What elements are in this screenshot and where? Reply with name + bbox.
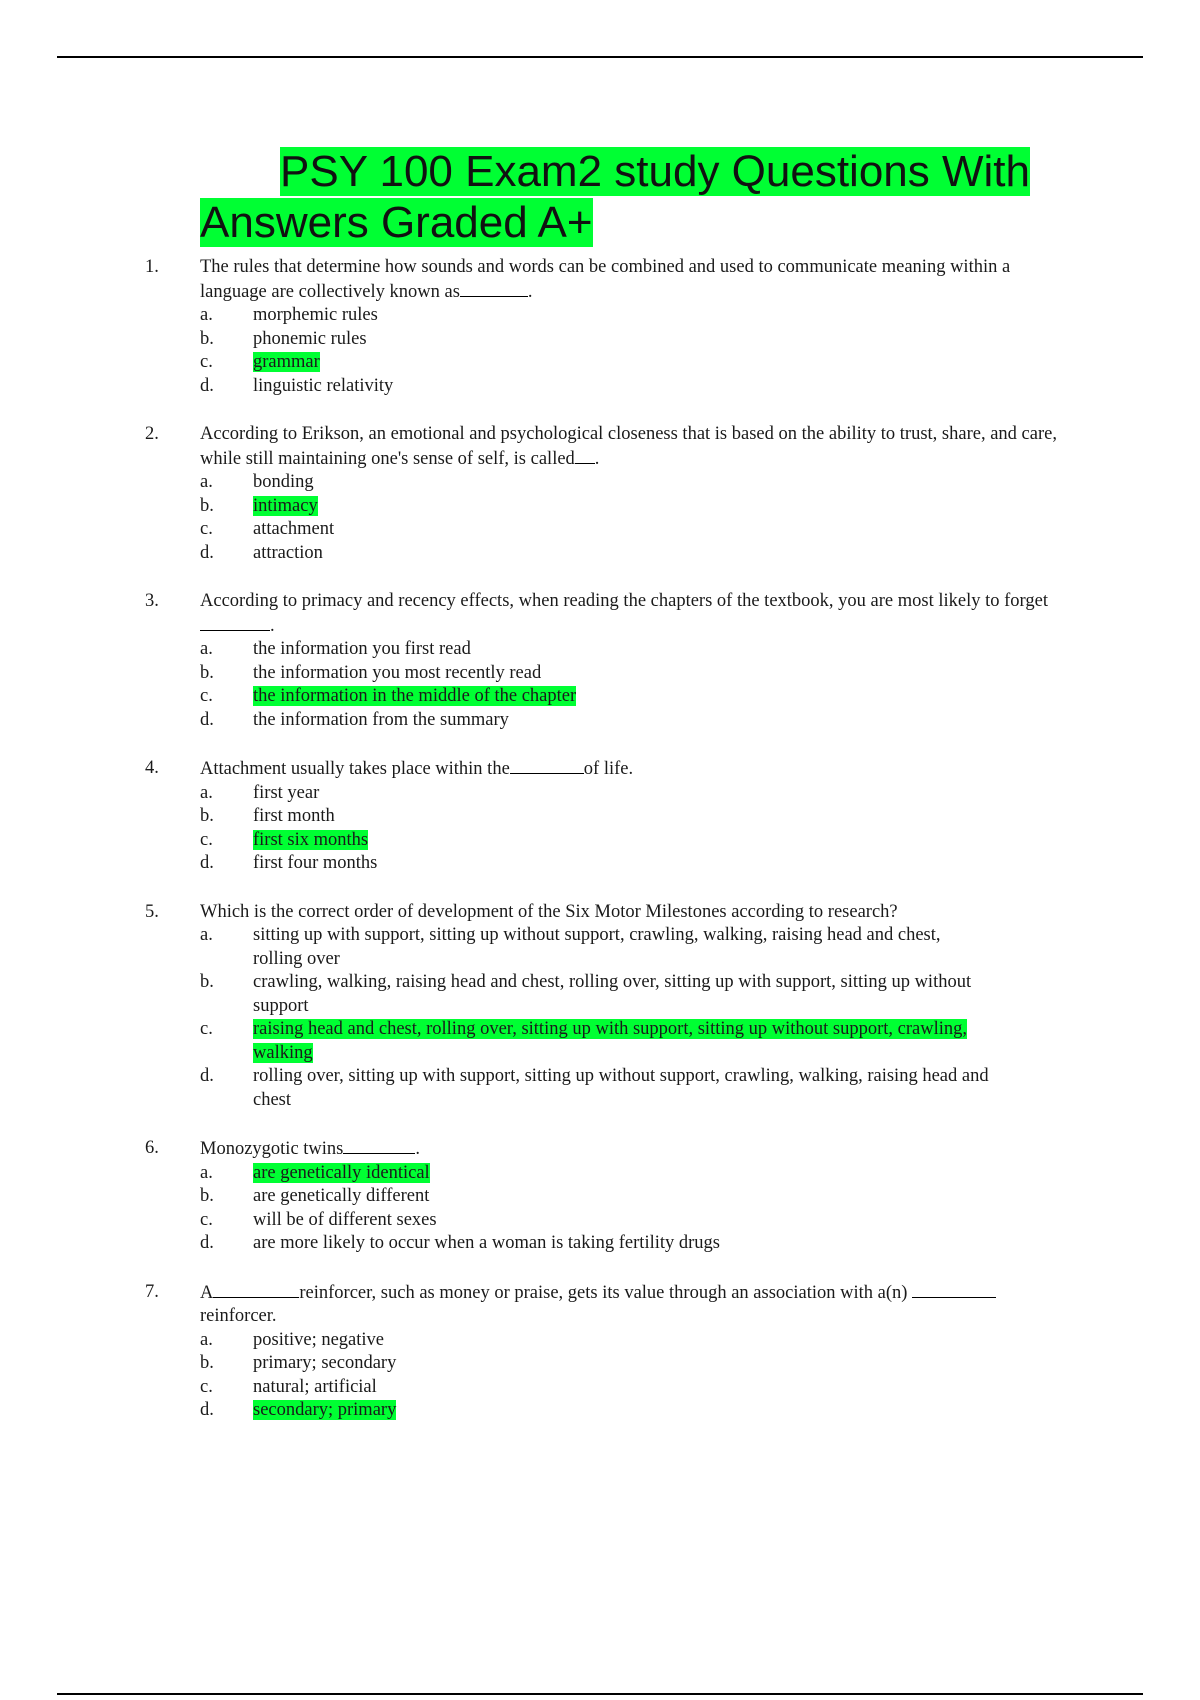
option-b: b. the information you most recently read [200,662,542,683]
question-7 [145,1281,1075,1423]
option-d: d. linguistic relativity [200,375,394,396]
option-a: a. first year [200,782,320,803]
option-b: b. are genetically different [200,1186,430,1206]
option-list [200,782,1075,876]
question-2 [145,423,1075,565]
option-b: b. intimacy [200,495,318,516]
correct-answer-highlight: raising head and chest, rolling over, sitting up with support, sitting up without support, crawling, walking [253,1019,967,1063]
question-5 [145,901,1075,1113]
answer-blank [200,614,270,631]
correct-answer-highlight: first six months [253,829,369,850]
option-d: d. are more likely to occur when a woman is taking fertility drugs [200,1233,720,1253]
answer-blank [343,1137,415,1154]
question-list [145,256,1075,1448]
option-list [200,304,1075,398]
option-d: d. secondary; primary [200,1400,397,1420]
option-c: c. raising head and chest, rolling over, sitting up with support, sitting up without support, crawling, walking [200,1019,967,1063]
option-list [200,1162,1075,1256]
question-number: 1. [145,257,159,277]
option-c: c. the information in the middle of the chapter [200,686,577,706]
option-d: d. first four months [200,853,378,873]
question-number: 4. [145,758,159,778]
option-c: c. first six months [200,829,369,850]
question-number: 2. [145,424,159,444]
question-number: 5. [145,901,159,922]
answer-blank [213,1281,299,1298]
option-b: b. crawling, walking, raising head and chest, rolling over, sitting up with support, sitting up without support [200,972,972,1016]
option-list [200,924,1075,1112]
question-text: Attachment usually takes place within the of life. [200,759,634,779]
question-6 [145,1137,1075,1256]
option-a: a. morphemic rules [200,305,378,325]
option-b: b. first month [200,806,335,826]
option-c: c. attachment [200,519,335,539]
correct-answer-highlight: are genetically identical [253,1162,430,1183]
question-number: 7. [145,1281,159,1302]
title-line-1: PSY 100 Exam2 study Questions With [280,147,1030,196]
document-title [200,146,1100,248]
option-c: c. natural; artificial [200,1376,377,1397]
option-a: a. are genetically identical [200,1162,430,1183]
correct-answer-highlight: intimacy [253,495,318,516]
option-b: b. phonemic rules [200,328,367,349]
question-text: The rules that determine how sounds and words can be combined and used to communicate meaning within a language are collectively known as . [200,257,1011,302]
answer-blank [510,757,584,774]
correct-answer-highlight: grammar [253,352,320,372]
answer-blank [912,1281,996,1298]
option-a: a. the information you first read [200,639,471,659]
question-number: 6. [145,1138,159,1158]
option-list [200,471,1075,565]
option-a: a. positive; negative [200,1329,385,1350]
question-4 [145,757,1075,876]
question-text: According to primacy and recency effects, when reading the chapters of the textbook, you are most likely to forget. [200,591,1048,636]
bottom-rule [57,1693,1143,1695]
question-text: Monozygotic twins . [200,1139,420,1159]
correct-answer-highlight: secondary; primary [253,1400,397,1420]
option-c: c. will be of different sexes [200,1209,437,1230]
option-list [200,1329,1075,1423]
option-d: d. rolling over, sitting up with support, sitting up without support, crawling, walking, raising head and chest [200,1066,989,1110]
title-line-2: Answers Graded A+ [200,198,593,247]
option-d: d. attraction [200,542,323,563]
question-1 [145,256,1075,398]
option-a: a. sitting up with support, sitting up without support, crawling, walking, raising head and chest, rolling over [200,925,941,969]
option-b: b. primary; secondary [200,1353,397,1373]
question-text: A reinforcer, such as money or praise, gets its value through an association with a(n) reinforcer. [200,1281,1075,1329]
question-number: 3. [145,591,159,611]
answer-blank [575,447,595,464]
question-text: According to Erikson, an emotional and psychological closeness that is based on the ability to trust, share, and care, while still maintaining one's sense of self, is called . [200,424,1057,469]
option-list [200,638,1075,732]
option-a: a. bonding [200,472,314,492]
option-c: c. grammar [200,352,320,372]
correct-answer-highlight: the information in the middle of the chapter [253,686,577,706]
question-text: Which is the correct order of development of the Six Motor Milestones according to research? [200,901,898,922]
top-rule [57,56,1143,58]
answer-blank [460,280,528,297]
option-d: d. the information from the summary [200,709,509,730]
question-3 [145,590,1075,732]
